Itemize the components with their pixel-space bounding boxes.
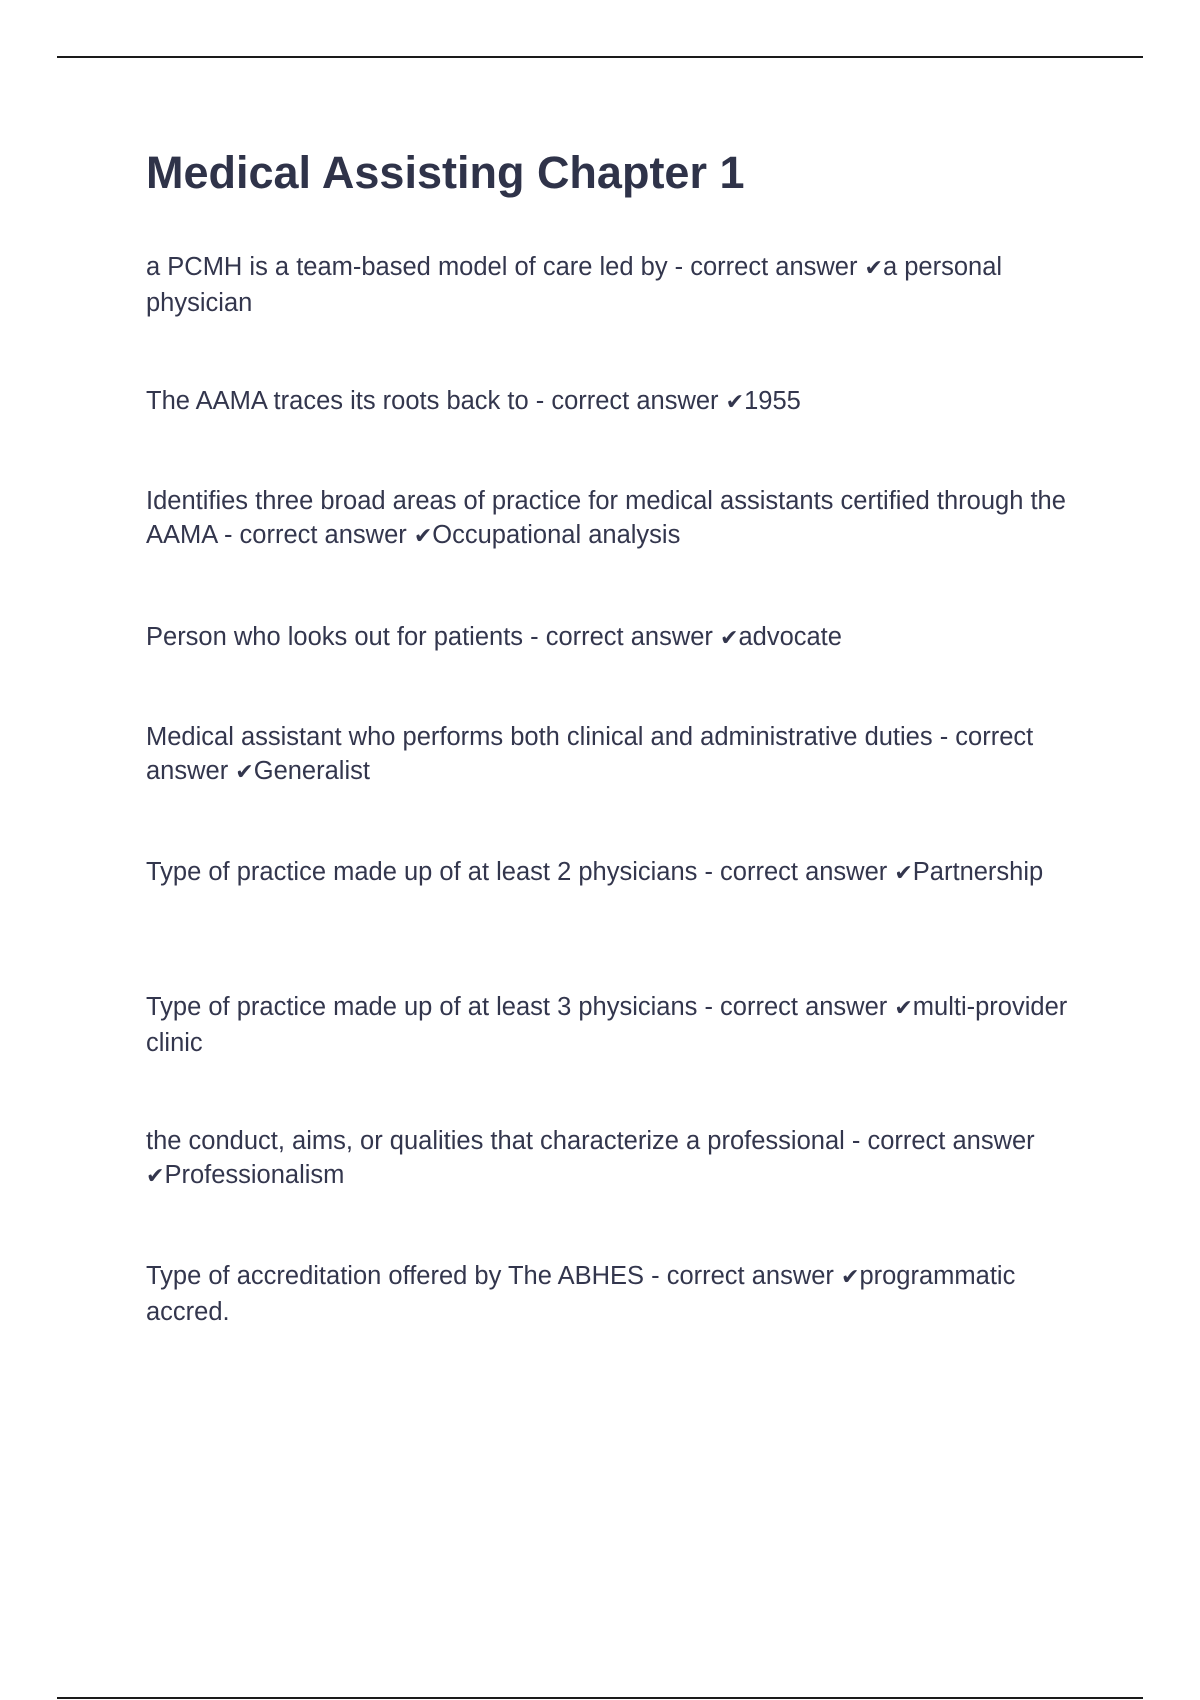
qa-answer: 1955: [744, 387, 801, 415]
qa-question: The AAMA traces its roots back to: [146, 387, 529, 415]
qa-question: Type of accreditation offered by The ABHES: [146, 1262, 645, 1290]
checkmark-icon: ✔: [720, 626, 739, 651]
qa-question: Type of practice made up of at least 3 physicians: [146, 993, 698, 1021]
qa-item: [146, 990, 1091, 1060]
checkmark-icon: ✔: [146, 1164, 165, 1189]
qa-question: the conduct, aims, or qualities that characterize a professional: [146, 1127, 845, 1155]
qa-item: [146, 1124, 1091, 1194]
qa-separator: - correct answer: [697, 993, 895, 1021]
qa-separator: - correct answer: [697, 858, 895, 886]
qa-item: [146, 620, 1091, 656]
qa-separator: - correct answer: [528, 387, 726, 415]
qa-item: [146, 1259, 1091, 1329]
qa-answer: a personal physician: [146, 253, 1003, 317]
qa-item: [146, 384, 1091, 420]
qa-answer: advocate: [738, 623, 842, 651]
qa-answer: Generalist: [253, 757, 370, 785]
qa-answer: Partnership: [912, 858, 1044, 886]
qa-answer: programmatic accred.: [146, 1262, 1016, 1326]
bottom-rule: [57, 1697, 1143, 1699]
page-title: Medical Assisting Chapter 1: [146, 147, 745, 198]
checkmark-icon: ✔: [725, 390, 745, 415]
qa-answer: Professionalism: [164, 1161, 345, 1189]
checkmark-icon: ✔: [894, 996, 913, 1021]
qa-question: Medical assistant who performs both clinical and administrative duties: [146, 723, 933, 751]
qa-answer: multi-provider clinic: [146, 993, 1068, 1057]
qa-separator: - correct answer: [523, 623, 721, 651]
checkmark-icon: ✔: [894, 861, 913, 886]
qa-separator: - correct answer: [667, 253, 865, 281]
qa-item: [146, 855, 1091, 891]
checkmark-icon: ✔: [413, 524, 433, 549]
checkmark-icon: ✔: [841, 1265, 860, 1290]
qa-item: [146, 484, 1091, 554]
qa-separator: - correct answer: [844, 1127, 1035, 1155]
qa-question: Identifies three broad areas of practice for medical assistants certified through the AAMA: [146, 487, 1066, 549]
qa-question: Person who looks out for patients: [146, 623, 524, 651]
qa-item: [146, 720, 1091, 790]
qa-separator: - correct answer: [216, 521, 414, 549]
qa-item: [146, 250, 1091, 320]
qa-answer: Occupational analysis: [432, 521, 681, 549]
qa-question: a PCMH is a team-based model of care led by: [146, 253, 668, 281]
qa-question: Type of practice made up of at least 2 physicians: [146, 858, 698, 886]
top-rule: [57, 56, 1143, 58]
checkmark-icon: ✔: [864, 256, 883, 281]
checkmark-icon: ✔: [235, 760, 254, 785]
qa-separator: - correct answer: [146, 723, 1034, 785]
qa-separator: - correct answer: [644, 1262, 841, 1290]
